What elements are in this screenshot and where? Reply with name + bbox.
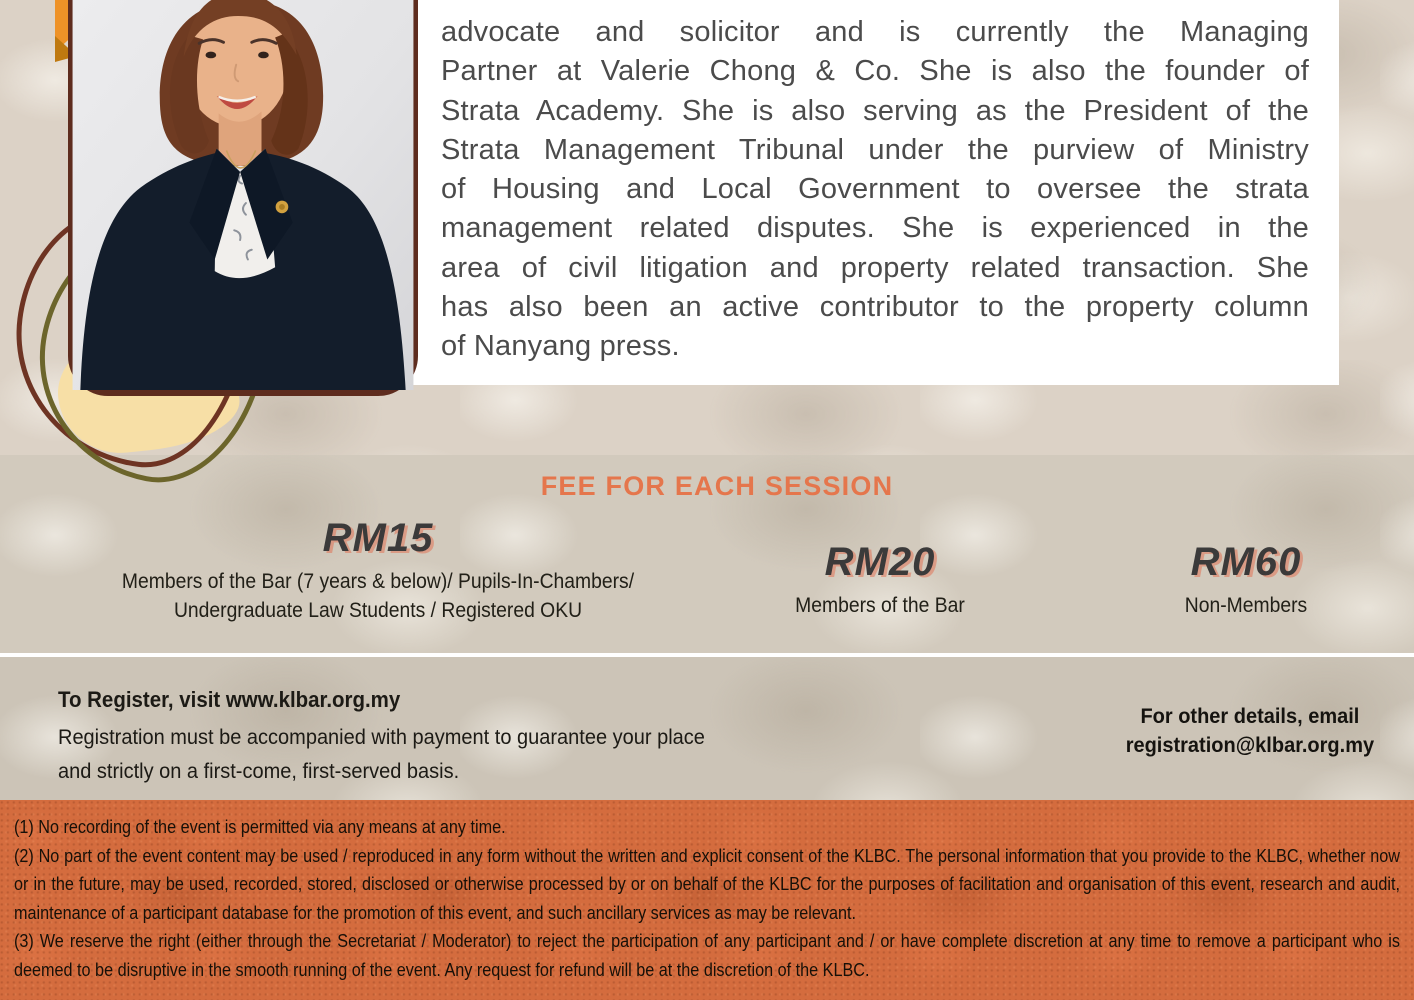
bio-line: Partner at Valerie Chong & Co. She is also the founder of (441, 55, 1309, 88)
fee-description: Non-Members (1184, 594, 1308, 617)
bio-line: Strata Management Tribunal under the purview of Ministry (441, 133, 1309, 166)
fee-tier-rm15 (78, 512, 678, 625)
fee-tier-rm20 (740, 536, 1020, 620)
bio-line: area of civil litigation and property related transaction. She (441, 251, 1309, 284)
fee-tier-rm60 (1103, 536, 1389, 620)
terms-item-2: (2) No part of the event content may be used / reproduced in any form without the written and explicit consent of the KLBC. The personal information that you provide to the KLBC, whether now or in the future, may be used, recorded, stored, disclosed or otherwise processed by or on behalf of the KLBC for the purposes of facilitation and organisation of this event, research and audit, maintenance of a participant database for the promotion of this event, and such ancillary services as may be relevant. (14, 845, 1400, 923)
terms-item-1: (1) No recording of the event is permitted via any means at any time. (14, 817, 506, 837)
bio-line: has also been an active contributor to the property column (441, 291, 1309, 324)
fee-amount: RM60 (1190, 540, 1302, 584)
fee-description: Members of the Bar (795, 594, 965, 617)
bio-partial-line (441, 0, 634, 5)
contact-line: For other details, email (1140, 704, 1360, 728)
bio-line: management related disputes. She is experienced in the (441, 212, 1309, 245)
terms-item-3: (3) We reserve the right (either through the Secretariat / Moderator) to reject the participation of any participant and / or have complete discretion at any time to remove a participant who is deemed to be disruptive in the smooth running of the event. Any request for refund will be at the discretion of the KLBC. (14, 931, 1400, 980)
register-url-line[interactable]: To Register, visit www.klbar.org.my (58, 687, 401, 712)
fee-section-heading: FEE FOR EACH SESSION (540, 471, 894, 501)
fee-description: Members of the Bar (7 years & below)/ Pupils-In-Chambers/ Undergraduate Law Students / Registered OKU (121, 570, 635, 622)
fee-amount: RM20 (824, 540, 936, 584)
terms-text-block (14, 813, 1400, 985)
speaker-bio-text (441, 13, 1309, 367)
terms-and-conditions-box (0, 800, 1414, 1000)
registration-note-line: Registration must be accompanied with payment to guarantee your place (58, 725, 705, 749)
speaker-photo (68, 0, 418, 396)
registration-note-line: and strictly on a first-come, first-served basis. (58, 759, 460, 783)
registration-info (58, 686, 821, 788)
bio-line: of Nanyang press. (441, 330, 680, 363)
white-divider-line (0, 653, 1414, 657)
contact-email[interactable]: registration@klbar.org.my (1125, 732, 1374, 757)
bio-line: advocate and solicitor and is currently the Managing (441, 16, 1309, 48)
fee-amount: RM15 (322, 516, 434, 560)
bio-line: of Housing and Local Government to oversee the strata (441, 173, 1309, 206)
speaker-portrait-illustration (74, 0, 412, 390)
contact-info (1126, 702, 1374, 759)
bio-line: Strata Academy. She is also serving as the President of the (441, 94, 1309, 127)
speaker-bio-panel (403, 0, 1339, 385)
